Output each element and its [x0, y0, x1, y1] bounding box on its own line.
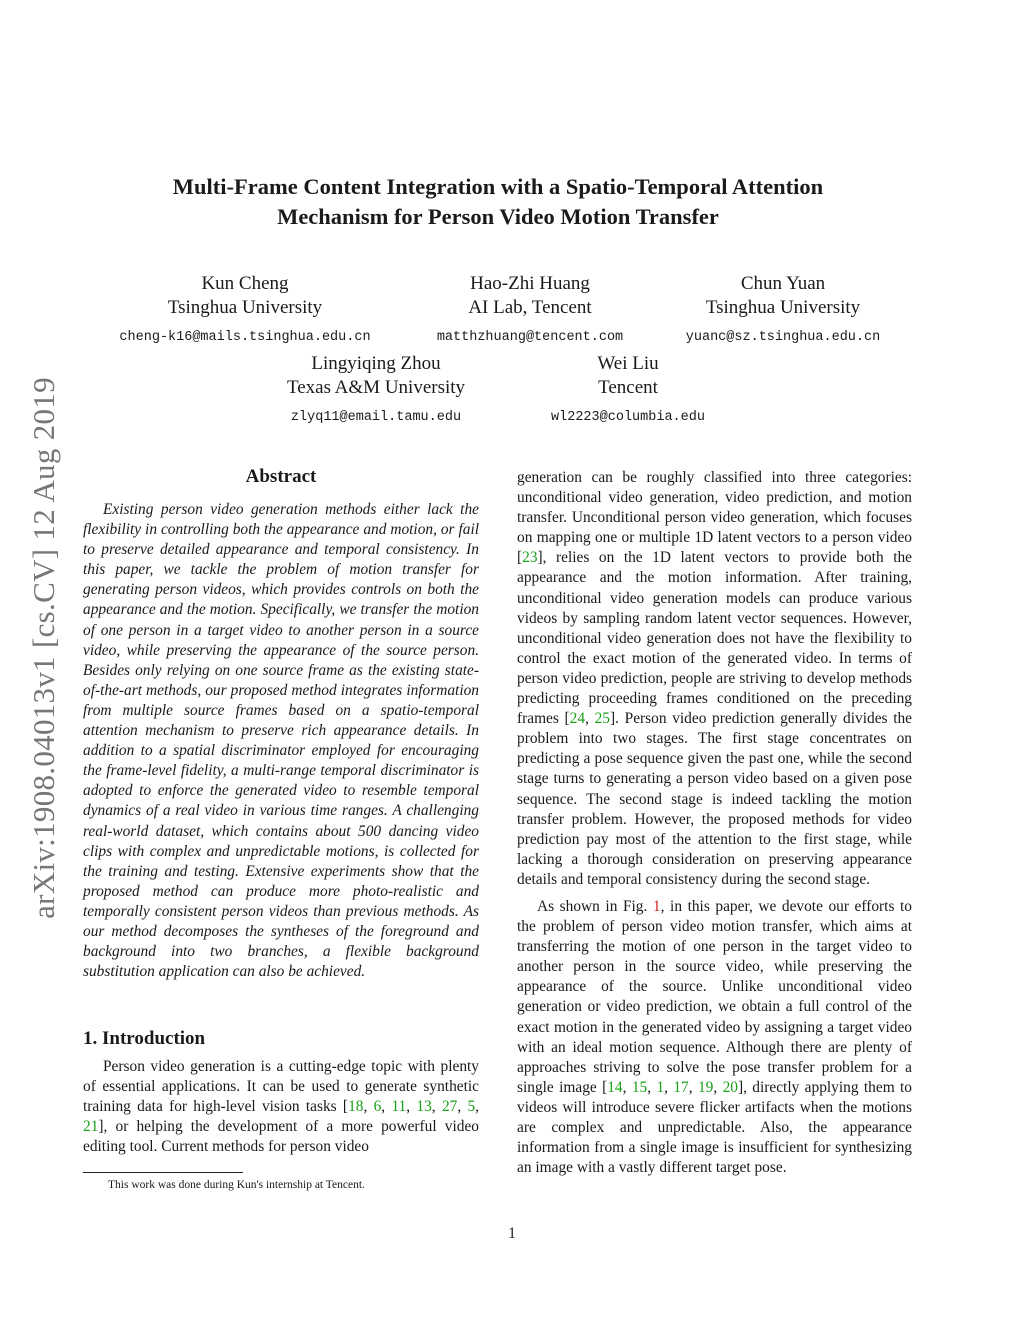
citation-link[interactable]: 6: [373, 1098, 382, 1116]
right-paragraph-1: [517, 468, 912, 890]
author-name: Hao-Zhi Huang: [470, 273, 590, 294]
author-affiliation: Texas A&M University: [286, 376, 466, 398]
figure-reference-link[interactable]: 1: [652, 897, 661, 915]
right-text: As shown in Fig.: [537, 897, 653, 915]
author-email: matthzhuang@tencent.com: [436, 330, 624, 345]
footnote-divider: [83, 1172, 243, 1173]
arxiv-identifier-text: arXiv:1908.04013v1 [cs.CV] 12 Aug 2019: [26, 377, 61, 919]
right-text: ], relies on the 1D latent vectors to provide both the appearance and the motion information. After training, unconditional video generation models can produce various videos by sampling random latent vector sequences. However, unconditional video generation does not have the flexibility to control the exact motion of the generated video. In terms of person video prediction, people are striving to develop methods predicting proceeding frames conditioned on the preceding frames [: [517, 549, 912, 728]
citation-link[interactable]: 15: [631, 1078, 648, 1096]
citation-link[interactable]: 18: [348, 1098, 364, 1116]
right-text: ]. Person video prediction generally divides the problem into two stages. The first stage concentrates on predicting a pose sequence given the past one, while the second stage turns to generating a person video based on a given pose sequence. The second stage is indeed tackling the motion transfer problem. However, the proposed methods for video prediction pay most of the attention to the first stage, while lacking a thorough consideration on preserving appearance details and temporal consistency during the second stage.: [517, 710, 912, 888]
right-text: generation can be roughly classified into three categories: unconditional video generation, video prediction, and motion transfer. Unconditional person video generation, which focuses on mapping one or multiple 1D latent vectors to a person video [: [517, 469, 912, 567]
citation-link[interactable]: 21: [83, 1118, 99, 1136]
introduction-heading: 1. Introduction: [83, 1028, 206, 1049]
intro-sep: ,: [406, 1098, 417, 1116]
author-affiliation: Tsinghua University: [705, 296, 861, 318]
right-column-body: [517, 468, 912, 1178]
intro-text-2: ], or helping the development of a more powerful video editing tool. Current methods for person video: [83, 1118, 479, 1156]
right-paragraph-2: [517, 897, 912, 1178]
right-text: ], directly applying them to videos will introduce severe flicker artifacts when the motions are complex and unpredictable. Also, the appearance information from a single image is insufficient for synthesizing an image with a vastly different target pose.: [517, 1078, 912, 1177]
author-email: wl2223@columbia.edu: [551, 410, 705, 425]
citation-link[interactable]: 20: [722, 1078, 738, 1096]
author-name: Chun Yuan: [740, 273, 826, 294]
citation-link[interactable]: 1: [656, 1078, 665, 1096]
citation-link[interactable]: 11: [391, 1098, 407, 1116]
right-sep: ,: [647, 1078, 657, 1096]
author-block-5: [478, 352, 778, 430]
intro-text-1: Person video generation is a cutting-edge topic with plenty of essential applications. It can be used to generate synthetic training data for high-level vision tasks [: [83, 1058, 479, 1116]
right-sep: ,: [585, 710, 595, 728]
author-email: yuanc@sz.tsinghua.edu.cn: [685, 330, 881, 345]
author-affiliation: AI Lab, Tencent: [468, 296, 592, 318]
introduction-body: [83, 1057, 479, 1157]
right-sep: ,: [622, 1078, 632, 1096]
citation-link[interactable]: 24: [569, 710, 586, 728]
abstract-heading: Abstract: [245, 466, 317, 487]
paper-title-line-1: Multi-Frame Content Integration with a Spatio-Temporal Attention: [172, 174, 824, 199]
citation-link[interactable]: 25: [594, 710, 610, 728]
right-sep: ,: [713, 1078, 723, 1096]
right-text: , in this paper, we devote our efforts to the problem of person video motion transfer, which aims at transferring the motion of one person in the target video to another person in the source video, while preserving the appearance of the source. Unlike unconditional video generation or video prediction, we obtain a full control of the exact motion in the generated video by assigning a target video with an ideal motion sequence. Although there are plenty of approaches striving to solve the pose transfer problem for a single image [: [517, 897, 912, 1096]
intro-sep: ,: [363, 1098, 374, 1116]
intro-sep: ,: [431, 1098, 442, 1116]
right-sep: ,: [664, 1078, 674, 1096]
paper-title-line-2: Mechanism for Person Video Motion Transfer: [277, 204, 719, 229]
author-email: zlyq11@email.tamu.edu: [290, 410, 462, 425]
citation-link[interactable]: 14: [607, 1078, 623, 1096]
right-sep: ,: [688, 1078, 698, 1096]
citation-link[interactable]: 17: [673, 1078, 689, 1096]
author-email: cheng-k16@mails.tsinghua.edu.cn: [119, 330, 371, 345]
citation-link[interactable]: 13: [416, 1098, 432, 1116]
author-name: Wei Liu: [597, 353, 659, 374]
author-name: Kun Cheng: [201, 273, 289, 294]
intro-sep: ,: [475, 1098, 480, 1116]
abstract-body: [83, 500, 479, 982]
intro-sep: ,: [381, 1098, 392, 1116]
abstract-text: Existing person video generation methods either lack the flexibility in controlling both the appearance and motion, or fail to preserve detailed appearance and temporal consistency. In this paper, we tackle the problem of motion transfer for generating person videos, which provides controls on both the appearance and the motion. Specifically, we transfer the motion of one person in a target video to another person in a source video, while preserving the appearance of the source person. Besides only relying on one source frame as the existing state-of-the-art methods, our proposed method integrates information from multiple source frames based on a spatio-temporal attention mechanism to preserve rich appearance details. In addition to a spatial discriminator employed for encouraging the frame-level fidelity, a multi-range temporal discriminator is adopted to enforce the generated video to resemble temporal dynamics of a real video in various time ranges. A challenging real-world dataset, which contains about 500 dancing video clips with complex and unpredictable motions, is collected for the training and testing. Extensive experiments show that the proposed method can produce more photo-realistic and temporally consistent person videos than previous methods. As our method decomposes the syntheses of the foreground and background into two branches, a flexible background substitution application can also be achieved.: [83, 501, 479, 981]
author-name: Lingyiqing Zhou: [311, 353, 441, 374]
citation-link[interactable]: 27: [441, 1098, 458, 1116]
intro-sep: ,: [457, 1098, 468, 1116]
author-block-1: [95, 272, 395, 350]
paper-title: [120, 172, 876, 232]
author-block-3: [633, 272, 933, 350]
author-affiliation: Tsinghua University: [167, 296, 323, 318]
citation-link[interactable]: 23: [522, 549, 538, 567]
page-number: 1: [508, 1225, 516, 1242]
author-affiliation: Tencent: [598, 376, 658, 398]
introduction-paragraph: [83, 1057, 479, 1157]
arxiv-identifier-sidebar: [23, 353, 65, 943]
citation-link[interactable]: 19: [697, 1078, 714, 1096]
footnote-text: This work was done during Kun's internship at Tencent.: [108, 1179, 365, 1191]
citation-link[interactable]: 5: [467, 1098, 476, 1116]
